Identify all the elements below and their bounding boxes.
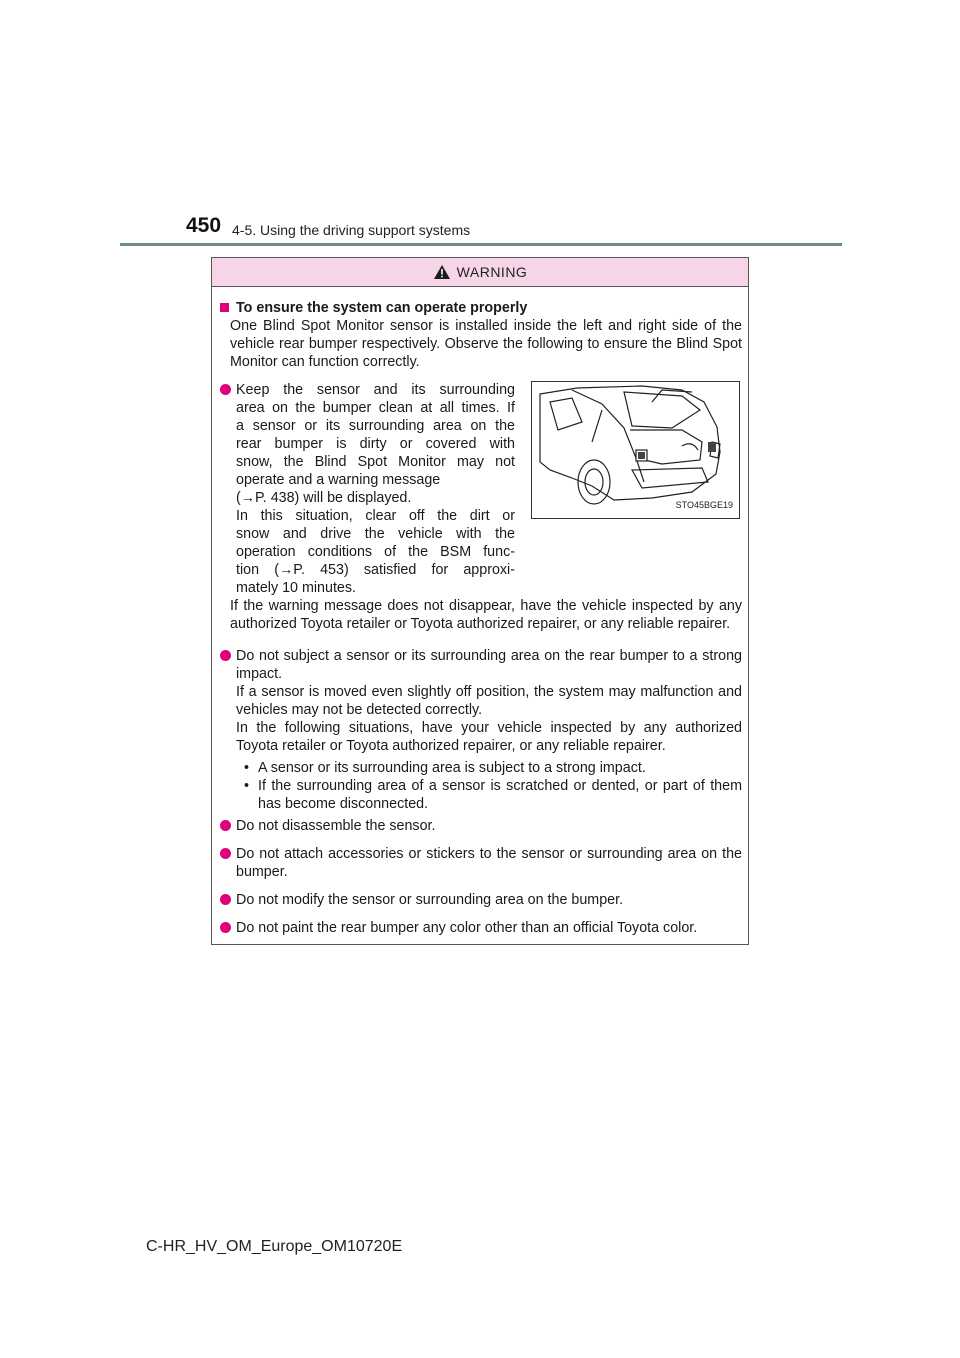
header-rule — [120, 243, 842, 246]
bumper-illustration — [531, 381, 740, 519]
item4: Do not attach accessories or stickers to the sensor or surrounding area on the bumper. — [220, 845, 742, 881]
item1-line: area on the bumper clean at all times. If — [236, 400, 515, 416]
item2-paragraph: If a sensor is moved even slightly off position, the system may malfunction and vehicles may not be detected correctly. — [236, 684, 742, 718]
figure-code: STO45BGE19 — [675, 500, 733, 510]
item1-line: snow and drive the vehicle with the — [236, 526, 515, 542]
item1-line: Keep the sensor and its surrounding — [236, 382, 515, 398]
warning-heading — [220, 299, 742, 317]
item1-tail: If the warning message does not disappear, have the vehicle inspected by any authorized Toyota retailer or Toyota authorized repairer, or any reliable repairer. — [230, 598, 742, 632]
document-code: C-HR_HV_OM_Europe_OM10720E — [146, 1238, 403, 1255]
page-number: 450 — [186, 214, 222, 237]
warning-content — [212, 299, 748, 937]
heading-text: To ensure the system can operate properly — [236, 300, 528, 316]
round-bullet-icon — [220, 848, 231, 859]
warning-box — [211, 257, 749, 945]
round-bullet-icon — [220, 922, 231, 933]
item3: Do not disassemble the sensor. — [220, 817, 742, 835]
round-bullet-icon — [220, 820, 231, 831]
sub-bullet-icon: • — [244, 760, 250, 776]
sub-item: • A sensor or its surrounding area is subject to a strong impact. — [244, 760, 646, 776]
round-bullet-icon — [220, 384, 231, 395]
warning-triangle-icon — [433, 264, 451, 280]
round-bullet-icon — [220, 650, 231, 661]
item1-line: operation conditions of the BSM func- — [236, 544, 515, 560]
item5: Do not modify the sensor or surrounding area on the bumper. — [220, 891, 742, 909]
item1-lines — [236, 381, 515, 597]
item1-line: (→P. 438) will be displayed. — [236, 490, 412, 506]
sub-bullet-icon: • — [244, 778, 250, 794]
item1-line: a sensor or its surrounding area on the — [236, 418, 515, 434]
item1-line: mately 10 minutes. — [236, 580, 356, 596]
item2-paragraph: In the following situations, have your vehicle inspected by any authorized Toyota retailer or Toyota authorized repairer, or any reliable repairer. — [236, 720, 742, 754]
item1-line: snow, the Blind Spot Monitor may not — [236, 454, 515, 470]
item6: Do not paint the rear bumper any color other than an official Toyota color. — [220, 919, 742, 937]
item2-lead: Do not subject a sensor or its surrounding area on the rear bumper to a strong impact. — [236, 648, 742, 682]
item2 — [220, 647, 742, 813]
item1-line: tion (→P. 453) satisfied for approxi- — [236, 562, 515, 578]
item1-wrapper — [230, 381, 742, 633]
intro-paragraph: One Blind Spot Monitor sensor is installed inside the left and right side of the vehicle rear bumper respectively. Observe the following to ensure the Blind Spot Monitor can function correctly. — [230, 318, 742, 370]
section-title: 4-5. Using the driving support systems — [232, 222, 471, 238]
item1-line: rear bumper is dirty or covered with — [236, 436, 515, 452]
sub-item: • If the surrounding area of a sensor is scratched or dented, or part of them has become disconnected. — [244, 778, 742, 812]
warning-header — [212, 258, 748, 287]
sub-list — [244, 759, 742, 813]
square-bullet-icon — [220, 303, 229, 312]
item1-line: In this situation, clear off the dirt or — [236, 508, 515, 524]
warning-label: WARNING — [456, 264, 528, 280]
item1-line: operate and a warning message — [236, 472, 441, 488]
round-bullet-icon — [220, 894, 231, 905]
